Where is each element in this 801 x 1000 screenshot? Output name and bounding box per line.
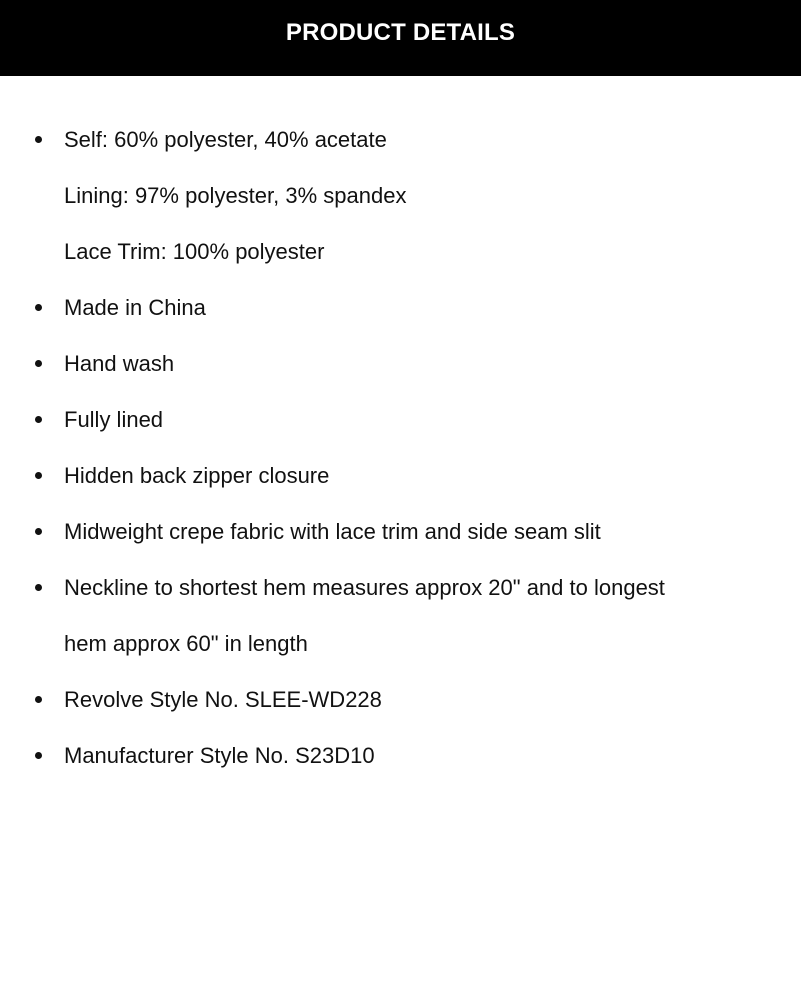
product-details-list bbox=[0, 112, 801, 784]
detail-line-care: Hand wash bbox=[64, 351, 175, 376]
detail-line-self: Self: 60% polyester, 40% acetate bbox=[64, 127, 387, 152]
detail-item-manufacturer-style bbox=[0, 728, 801, 784]
product-details-title: PRODUCT DETAILS bbox=[285, 19, 516, 46]
bullet-icon bbox=[35, 752, 42, 759]
detail-line-measurements-1: Neckline to shortest hem measures approx 20" and to longest bbox=[64, 575, 665, 600]
detail-line-revolve-style: Revolve Style No. SLEE-WD228 bbox=[64, 687, 382, 712]
detail-line-measurements-2: hem approx 60" in length bbox=[64, 631, 308, 656]
detail-item-care bbox=[0, 336, 801, 392]
detail-item-revolve-style bbox=[0, 672, 801, 728]
detail-item-fabric bbox=[0, 504, 801, 560]
detail-line-lining: Lining: 97% polyester, 3% spandex bbox=[64, 183, 407, 208]
detail-item-materials bbox=[0, 112, 801, 280]
bullet-icon bbox=[35, 416, 42, 423]
bullet-icon bbox=[35, 304, 42, 311]
detail-item-measurements bbox=[0, 560, 801, 672]
detail-item-closure bbox=[0, 448, 801, 504]
detail-item-origin bbox=[0, 280, 801, 336]
detail-item-lining bbox=[0, 392, 801, 448]
bullet-icon bbox=[35, 584, 42, 591]
detail-line-fabric: Midweight crepe fabric with lace trim and side seam slit bbox=[64, 519, 601, 544]
detail-line-closure: Hidden back zipper closure bbox=[64, 463, 330, 488]
product-details-header bbox=[0, 0, 801, 76]
detail-line-manufacturer-style: Manufacturer Style No. S23D10 bbox=[64, 743, 375, 768]
bullet-icon bbox=[35, 528, 42, 535]
bullet-icon bbox=[35, 472, 42, 479]
detail-line-lace-trim: Lace Trim: 100% polyester bbox=[64, 239, 325, 264]
bullet-icon bbox=[35, 696, 42, 703]
bullet-icon bbox=[35, 360, 42, 367]
bullet-icon bbox=[35, 136, 42, 143]
detail-line-lined: Fully lined bbox=[64, 407, 164, 432]
detail-line-origin: Made in China bbox=[64, 295, 206, 320]
